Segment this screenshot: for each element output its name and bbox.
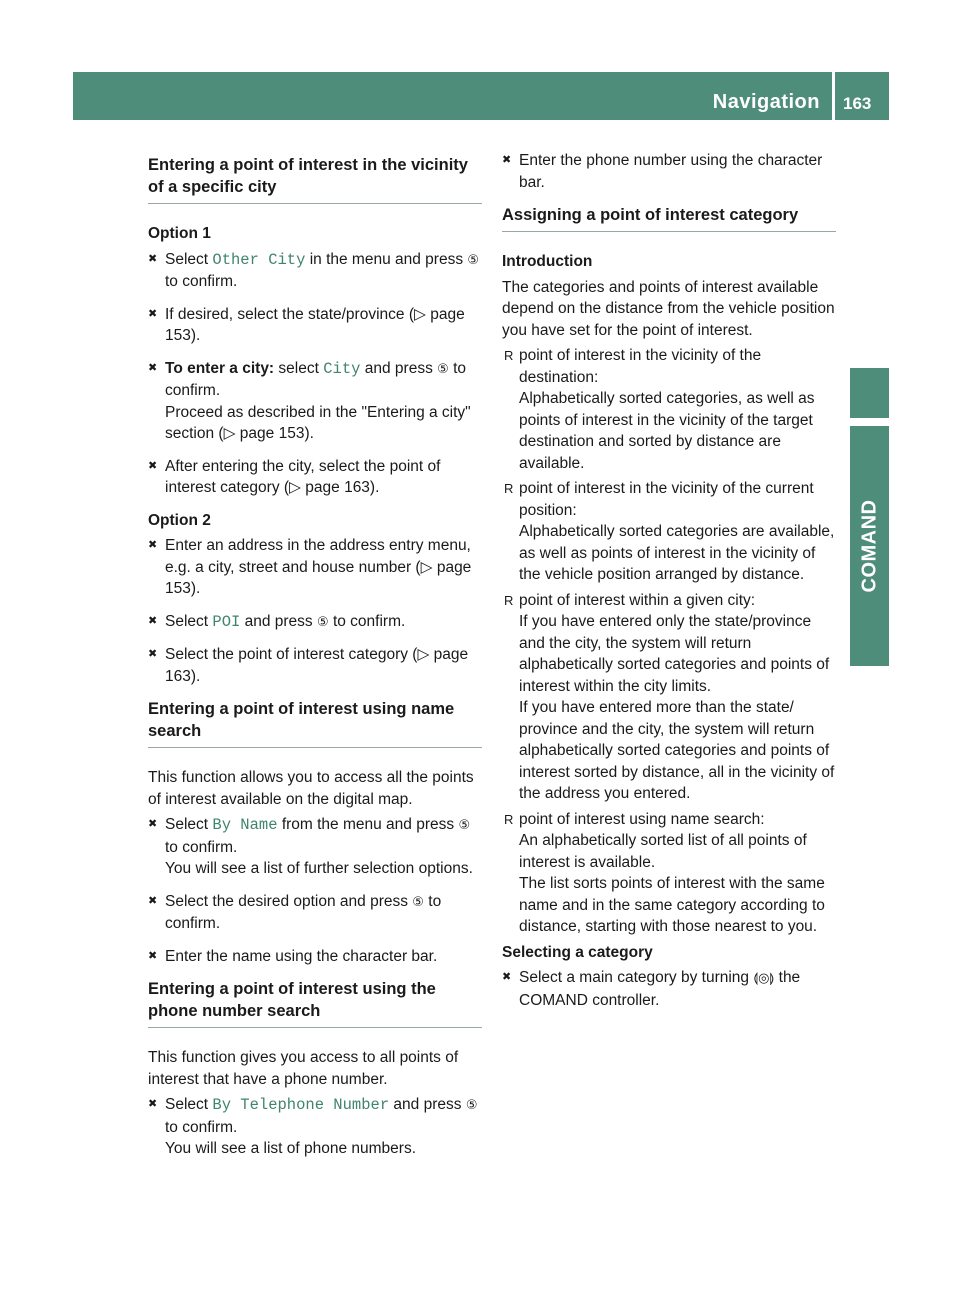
- section-heading: Entering a point of interest in the vicinity of a specific city: [148, 154, 482, 204]
- page-number-box: [835, 72, 889, 120]
- bullet-item: R point of interest in the vicinity of the destination: Alphabetically sorted categories, as well as points of interest in the vicinity of the target destination and sorted by distance are available.: [502, 345, 836, 474]
- section-title: Navigation: [712, 91, 820, 113]
- menu-code: By Name: [212, 816, 278, 834]
- menu-code: Other City: [212, 250, 306, 269]
- sub-heading: Introduction: [502, 253, 593, 270]
- right-column: [502, 150, 836, 1022]
- paragraph: This function allows you to access all the points of interest available on the digital map.: [148, 769, 474, 808]
- sub-heading: Selecting a category: [502, 943, 653, 961]
- option-heading: Option 1: [148, 225, 211, 242]
- step-item: ✖ Select POI and press ⑤ to confirm.: [148, 611, 482, 634]
- step-item: ✖ Select By Name from the menu and press ⑤ to confirm. You will see a list of further selection options.: [148, 814, 482, 880]
- side-tab-label: COMAND: [858, 499, 880, 593]
- section-heading: Entering a point of interest using name search: [148, 698, 482, 748]
- step-item: ✖ Enter an address in the address entry menu, e.g. a city, street and house number (▷ page 153).: [148, 535, 482, 600]
- press-controller-icon: ⑤: [437, 361, 449, 377]
- step-item: ✖ To enter a city: select City and press ⑤ to confirm. Proceed as described in the "Entering a city" section (▷ page 153).: [148, 358, 482, 445]
- bullet-item: R point of interest within a given city: If you have entered only the state/province and the city, the system will return alphabetically sorted categories and points of interest within the city limits. If you have entered more than the state/ province and the city, the system will return alphabetically sorted categories and points of interest sorted by distance, all in the vicinity of the address you entered.: [502, 590, 836, 805]
- menu-code: By Telephone Number: [212, 1096, 390, 1114]
- bullet-item: R point of interest using name search: An alphabetically sorted list of all points of interest is available. The list sorts points of interest with the same name and in the same category according to distance, starting with those nearest to you.: [502, 809, 836, 938]
- side-marker: [850, 368, 889, 418]
- step-item: ✖ After entering the city, select the point of interest category (▷ page 163).: [148, 456, 482, 499]
- press-controller-icon: ⑤: [316, 614, 329, 630]
- menu-code: City: [323, 359, 361, 378]
- press-controller-icon: ⑤: [465, 1098, 478, 1113]
- side-tab: [850, 426, 889, 666]
- turn-controller-icon: ⟬◎⟭: [753, 971, 775, 986]
- section-heading: Assigning a point of interest category: [502, 204, 836, 232]
- option-heading: Option 2: [148, 511, 211, 529]
- left-column: [148, 150, 482, 1171]
- paragraph: The categories and points of interest available depend on the distance from the vehicle position you have set for the point of interest.: [502, 278, 835, 339]
- paragraph: This function gives you access to all points of interest that have a phone number.: [148, 1049, 459, 1088]
- press-controller-icon: ⑤: [412, 894, 424, 910]
- step-item: ✖ Select By Telephone Number and press ⑤ to confirm. You will see a list of phone numbers.: [148, 1094, 482, 1160]
- step-item: ✖ Select the point of interest category (▷ page 163).: [148, 644, 482, 687]
- menu-code: POI: [212, 612, 241, 631]
- section-heading: Entering a point of interest using the phone number search: [148, 978, 482, 1028]
- press-controller-icon: ⑤: [467, 252, 480, 268]
- step-item: ✖ If desired, select the state/province (▷ page 153).: [148, 304, 482, 347]
- step-item: ✖ Enter the name using the character bar.: [148, 946, 482, 968]
- header-bar: [73, 72, 832, 120]
- bullet-item: R point of interest in the vicinity of the current position: Alphabetically sorted categories are available, as well as points of interest in the vicinity of the vehicle position arranged by distance.: [502, 478, 836, 586]
- step-item: ✖ Select the desired option and press ⑤ to confirm.: [148, 891, 482, 935]
- step-item: ✖ Select Other City in the menu and press ⑤ to confirm.: [148, 249, 482, 293]
- page-number: 163: [843, 94, 872, 113]
- step-item: ✖ Select a main category by turning ⟬◎⟭ the COMAND controller.: [502, 967, 836, 1011]
- press-controller-icon: ⑤: [458, 818, 471, 833]
- step-item: ✖ Enter the phone number using the character bar.: [502, 150, 836, 193]
